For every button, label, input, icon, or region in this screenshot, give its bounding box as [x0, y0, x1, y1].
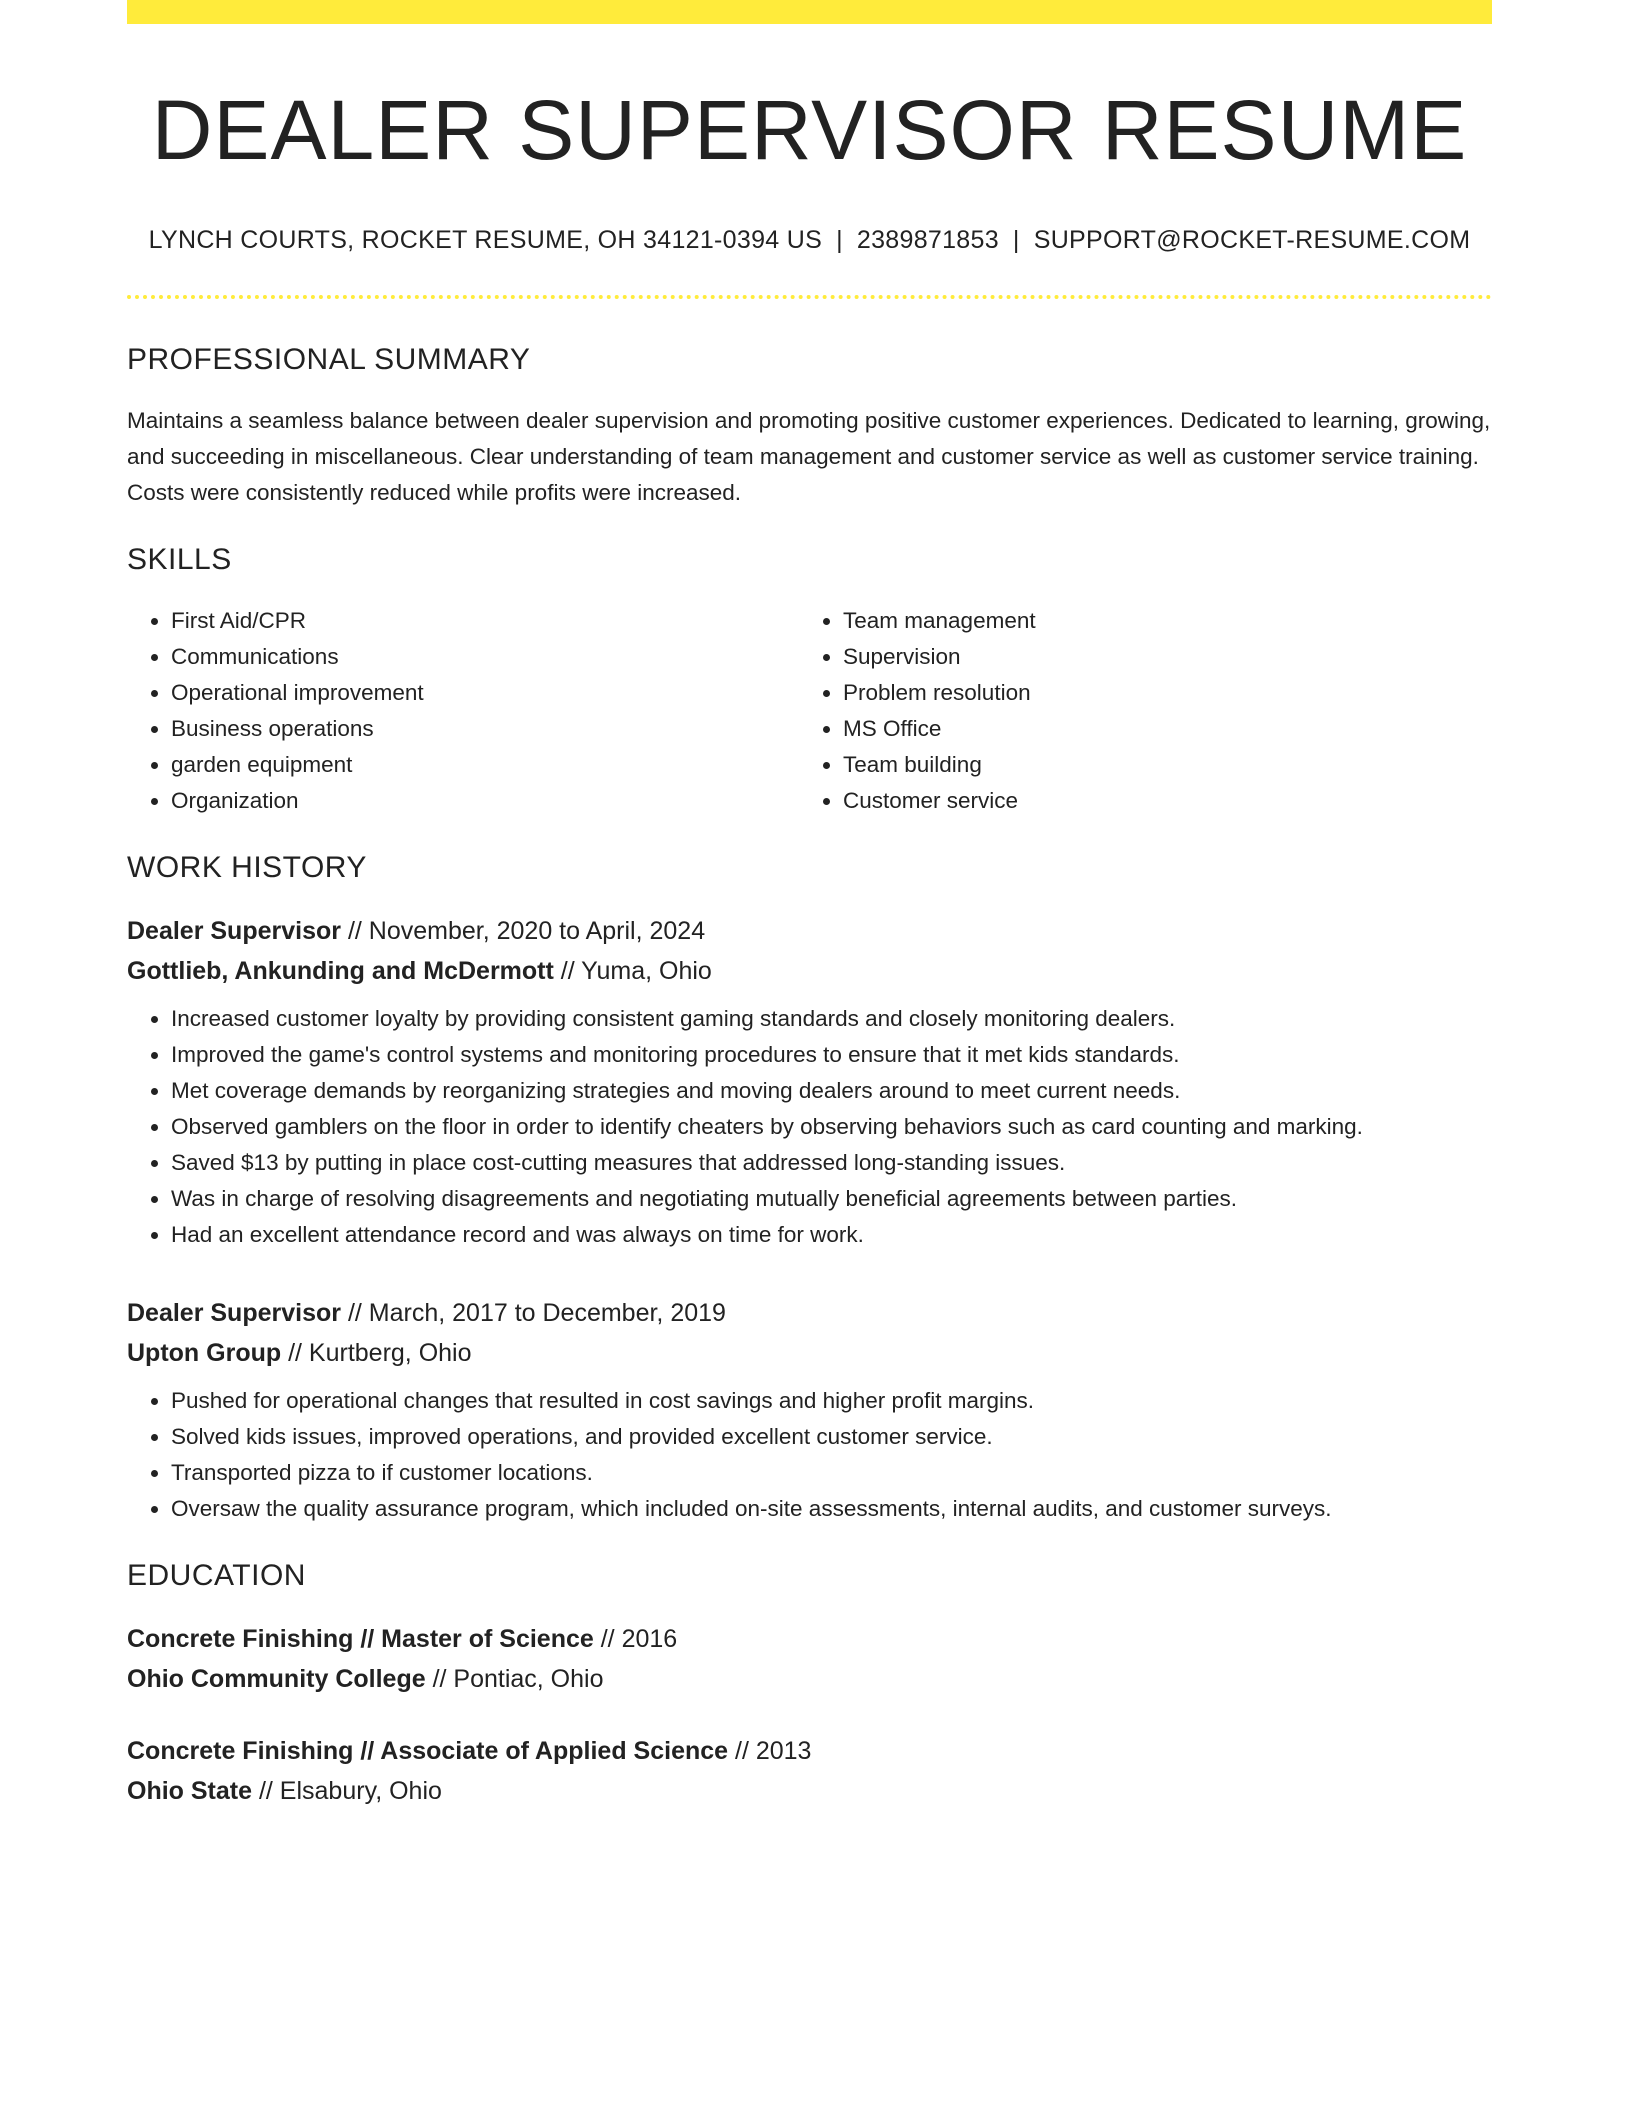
resume-title: DEALER SUPERVISOR RESUME: [151, 83, 1468, 177]
skill-item: • First Aid/CPR: [171, 603, 799, 639]
job-title-line: [127, 1293, 1492, 1333]
work-history-heading: WORK HISTORY: [127, 851, 367, 885]
skill-item: • Customer service: [843, 783, 1471, 819]
education-location: // Elsabury, Ohio: [252, 1777, 442, 1806]
job-bullet: • Met coverage demands by reorganizing strategies and moving dealers around to meet current needs.: [171, 1073, 1492, 1109]
job-bullet: • Oversaw the quality assurance program, which included on-site assessments, internal audits, and customer surveys.: [171, 1491, 1492, 1527]
job-entry: [127, 911, 1492, 1253]
job-title: Dealer Supervisor: [127, 1299, 341, 1328]
summary-heading: PROFESSIONAL SUMMARY: [127, 343, 531, 377]
skill-item: • Problem resolution: [843, 675, 1471, 711]
skill-item: • Operational improvement: [171, 675, 799, 711]
skills-column-right: [799, 603, 1471, 819]
skills-grid: [127, 603, 1492, 819]
job-location: // Yuma, Ohio: [553, 957, 712, 986]
contact-line: [127, 226, 1492, 255]
resume-page: [127, 0, 1492, 1811]
job-company-line: [127, 951, 1492, 991]
job-bullets: [127, 1001, 1492, 1253]
dotted-divider: [127, 295, 1492, 299]
contact-email: SUPPORT@ROCKET-RESUME.COM: [1033, 226, 1471, 255]
education-school: Ohio Community College: [127, 1665, 426, 1694]
job-bullet: • Improved the game's control systems and monitoring procedures to ensure that it met kids standards.: [171, 1037, 1492, 1073]
education-entry: [127, 1619, 1492, 1699]
education-year: // 2016: [593, 1625, 678, 1654]
skill-item: • Supervision: [843, 639, 1471, 675]
job-bullet: • Transported pizza to if customer locations.: [171, 1455, 1492, 1491]
education-degree-line: [127, 1731, 1492, 1771]
skill-item: • Team management: [843, 603, 1471, 639]
education-degree: Concrete Finishing // Associate of Applied Science: [127, 1737, 729, 1766]
skill-item: • MS Office: [843, 711, 1471, 747]
accent-bar: [127, 0, 1492, 24]
education-school-line: [127, 1659, 1492, 1699]
education-degree: Concrete Finishing // Master of Science: [127, 1625, 594, 1654]
skills-column-left: [127, 603, 799, 819]
job-title: Dealer Supervisor: [127, 917, 341, 946]
job-bullet: • Observed gamblers on the floor in order to identify cheaters by observing behaviors such as card counting and marking.: [171, 1109, 1492, 1145]
job-bullet: • Pushed for operational changes that resulted in cost savings and higher profit margins.: [171, 1383, 1492, 1419]
education-school: Ohio State: [127, 1777, 253, 1806]
education-degree-line: [127, 1619, 1492, 1659]
job-company-line: [127, 1333, 1492, 1373]
skill-item: • Business operations: [171, 711, 799, 747]
job-entry: [127, 1293, 1492, 1527]
skill-item: • Communications: [171, 639, 799, 675]
skills-heading: SKILLS: [127, 543, 232, 577]
job-bullet: • Saved $13 by putting in place cost-cutting measures that addressed long-standing issues.: [171, 1145, 1492, 1181]
contact-phone: 2389871853: [856, 226, 999, 255]
job-bullet: • Increased customer loyalty by providing consistent gaming standards and closely monitoring dealers.: [171, 1001, 1492, 1037]
contact-address: LYNCH COURTS, ROCKET RESUME, OH 34121-0394 US: [148, 226, 823, 255]
skill-item: • garden equipment: [171, 747, 799, 783]
skill-item: • Organization: [171, 783, 799, 819]
job-bullet: • Was in charge of resolving disagreements and negotiating mutually beneficial agreements between parties.: [171, 1181, 1492, 1217]
job-location: // Kurtberg, Ohio: [281, 1339, 472, 1368]
job-bullets: [127, 1383, 1492, 1527]
job-company: Upton Group: [127, 1339, 282, 1368]
education-school-line: [127, 1771, 1492, 1811]
education-entry: [127, 1731, 1492, 1811]
job-bullet: • Solved kids issues, improved operations, and provided excellent customer service.: [171, 1419, 1492, 1455]
job-company: Gottlieb, Ankunding and McDermott: [127, 957, 554, 986]
skill-item: • Team building: [843, 747, 1471, 783]
education-heading: EDUCATION: [127, 1559, 306, 1593]
job-title-line: [127, 911, 1492, 951]
contact-separator: |: [1012, 226, 1020, 255]
job-bullet: • Had an excellent attendance record and was always on time for work.: [171, 1217, 1492, 1253]
contact-separator: |: [836, 226, 843, 255]
summary-text: Maintains a seamless balance between dealer supervision and promoting positive customer experiences. Dedicated to learning, growing, and succeeding in miscellaneous. Clear understanding of team management and customer service as well as customer service training. Costs were consistently reduced while profits were increased.: [127, 408, 1491, 506]
job-dates: // November, 2020 to April, 2024: [341, 917, 706, 946]
education-location: // Pontiac, Ohio: [425, 1665, 604, 1694]
education-year: // 2013: [728, 1737, 812, 1766]
job-dates: // March, 2017 to December, 2019: [341, 1299, 726, 1328]
